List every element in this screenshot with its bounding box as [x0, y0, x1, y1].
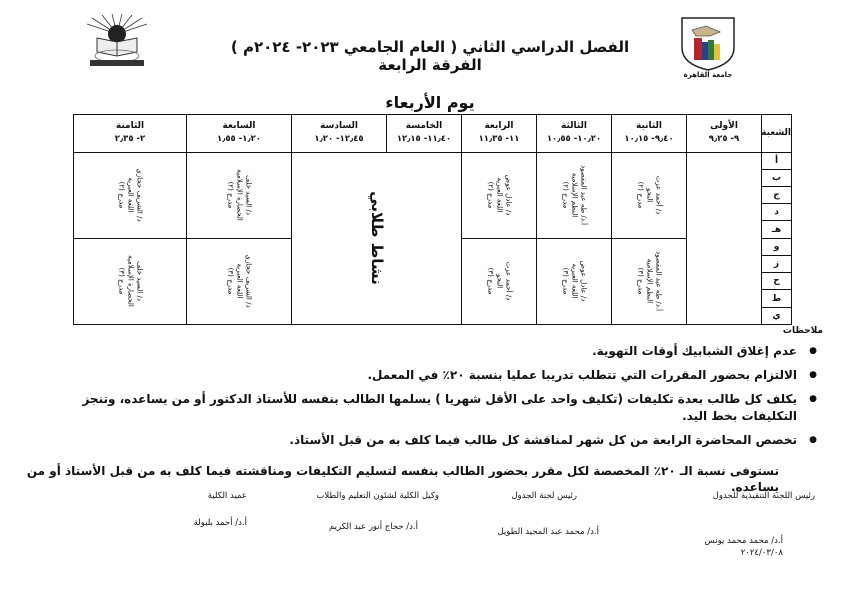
class-slot: [537, 238, 612, 324]
course-name: الحضارة الإسلامية: [126, 255, 135, 308]
course-name: اللغة العبرية: [570, 263, 579, 299]
section-cell: ج: [762, 187, 792, 204]
course-name: الحضارة الإسلامية: [235, 169, 244, 221]
cairo-university-logo: [676, 14, 740, 80]
signature-name: أ.د/ محمد عبد المجيد الطويل: [497, 527, 599, 537]
class-slot: [537, 152, 612, 238]
course-name: اللغة العبرية: [126, 177, 135, 213]
teacher-name: د/ أحمد عزت: [504, 262, 513, 301]
document-header: [230, 38, 630, 74]
room-name: مدرج (٢): [226, 181, 235, 209]
signature-date: ٢٠٢٤/٠٣/٠٨: [740, 548, 783, 558]
note-item: ● الالتزام بحضور المقررات التي تتطلب تدريبا عمليا بنسبة ٢٠٪ في المعمل.: [41, 367, 821, 384]
room-name: مدرج (٣): [226, 267, 235, 295]
period-header: [462, 115, 537, 153]
activity-label: نشاط طلابي: [367, 191, 386, 286]
section-header: الشعبة: [762, 115, 792, 153]
notes-list: [41, 343, 821, 449]
period-time: ١١٫٤٠- ١٢٫١٥: [396, 134, 452, 145]
period-time: ٢- ٢٫٣٥: [114, 134, 146, 145]
room-name: مدرج (٣): [117, 267, 126, 295]
signature-role: رئيس لجنة الجدول: [511, 491, 577, 501]
period-name: الثالثة: [560, 121, 588, 132]
day-title: يوم الأربعاء: [385, 93, 475, 112]
class-slot: [462, 238, 537, 324]
period-time: ٩- ٩٫٢٥: [708, 134, 740, 145]
period-time: ١٠٫٢٠- ١٠٫٥٥: [546, 134, 602, 145]
logo-caption: جامعة القاهرة: [683, 71, 733, 79]
signature-role: وكيل الكلية لشئون التعليم والطلاب: [316, 491, 439, 501]
faculty-logo: [72, 12, 162, 72]
period-name: الخامسة: [405, 121, 443, 132]
class-slot: [462, 152, 537, 238]
period-name: الأولى: [710, 121, 738, 132]
signature-role: رئيس اللجنة التنفيذية للجدول: [712, 491, 815, 501]
level-title: الفرقة الرابعة: [378, 56, 482, 74]
period-header: [187, 115, 292, 153]
room-name: مدرج (٣): [486, 267, 495, 295]
semester-title: الفصل الدراسي الثاني ( العام الجامعي ٢٠٢٣- ٢٠٢٤م ): [230, 38, 630, 56]
teacher-name: د/ السيد خلف: [135, 261, 144, 302]
room-name: مدرج (٣): [636, 267, 645, 295]
schedule-table: [73, 114, 792, 325]
teacher-name: د/ الشريف حجازي: [244, 254, 253, 308]
book-sun-emblem-icon: [72, 12, 162, 72]
period-name: الثامنة: [115, 121, 145, 132]
room-name: مدرج (٢): [486, 181, 495, 209]
notes-header: ملاحظات: [782, 326, 823, 336]
period-name: السابعة: [222, 121, 256, 132]
class-slot: [74, 152, 187, 238]
period-name: الرابعة: [484, 121, 514, 132]
class-slot: [74, 238, 187, 324]
class-slot: [612, 152, 687, 238]
course-name: اللغة العبرية: [235, 263, 244, 299]
class-slot: [187, 152, 292, 238]
teacher-name: د/ عادل عوض: [504, 174, 513, 216]
period-name: الثانية: [635, 121, 663, 132]
section-cell: ب: [762, 169, 792, 186]
room-name: مدرج (٢): [561, 181, 570, 209]
teacher-name: د/ السيد خلف: [244, 175, 253, 216]
section-cell: ح: [762, 273, 792, 290]
signature-role: عميد الكلية: [207, 491, 247, 501]
period-time: ٩٫٤٠- ١٠٫١٥: [624, 134, 674, 145]
section-cell: و: [762, 238, 792, 255]
closing-note: تستوفى نسبة الـ ٢٠٪ المخصصة لكل مقرر بحضور الطالب بنفسه لتسليم التكليفات ومناقشته فيما كلف به من قبل الأستاذ أو من يساعده.: [26, 464, 779, 494]
course-name: النظم الإسلامية: [645, 259, 654, 304]
period-time: ١٫٢٠- ١٫٥٥: [217, 134, 261, 145]
header-row: [74, 115, 792, 153]
empty-slot: [687, 152, 762, 324]
period-time: ١٢٫٤٥- ١٫٢٠: [314, 134, 364, 145]
student-activity-slot: [292, 152, 462, 324]
teacher-name: د/ الشريف حجازي: [135, 168, 144, 222]
signature-name: أ.د/ أحمد بلبولة: [193, 518, 247, 528]
course-name: النحو: [645, 187, 654, 203]
period-header: [292, 115, 387, 153]
note-item: ● عدم إغلاق الشبابيك أوقات التهوية.: [41, 343, 821, 360]
section-cell: أ: [762, 152, 792, 169]
note-item: ● يكلف كل طالب بعدة تكليفات (تكليف واحد على الأقل شهريا ) يسلمها الطالب بنفسه للأستاذ الدكتور أو من يساعده، وتنجز التكليفات بخط اليد.: [41, 391, 821, 425]
table-row: [74, 152, 792, 169]
period-header: [537, 115, 612, 153]
period-header: [612, 115, 687, 153]
period-time: ١١- ١١٫٣٥: [478, 134, 520, 145]
teacher-name: د/ عادل عوض: [579, 260, 588, 302]
section-cell: ي: [762, 307, 792, 324]
section-cell: هـ: [762, 221, 792, 238]
period-header: [74, 115, 187, 153]
course-name: النحو: [495, 274, 504, 289]
note-item: ● تخصص المحاضرة الرابعة من كل شهر لمناقشة كل طالب فيما كلف به من قبل الأستاذ.: [41, 432, 821, 449]
course-name: النظم الإسلامية: [570, 172, 579, 218]
teacher-name: د/ أحمد عزت: [654, 175, 663, 215]
signature-name: أ.د/ حجاج أنور عبد الكريم: [328, 522, 418, 532]
period-name: السادسة: [320, 121, 358, 132]
course-name: اللغة العبرية: [495, 177, 504, 213]
period-header: [387, 115, 462, 153]
class-slot: [187, 238, 292, 324]
section-cell: ز: [762, 255, 792, 272]
teacher-name: أ.د/ طه عبد المقصود: [654, 251, 663, 312]
signature-name: أ.د/ محمد محمد يونس: [704, 536, 783, 546]
section-cell: د: [762, 204, 792, 221]
room-name: مدرج (٣): [561, 267, 570, 295]
period-header: [687, 115, 762, 153]
section-cell: ط: [762, 290, 792, 307]
room-name: مدرج (٢): [117, 181, 126, 209]
room-name: مدرج (٢): [636, 181, 645, 209]
class-slot: [612, 238, 687, 324]
teacher-name: أ.د/ طه عبد المقصود: [579, 165, 588, 226]
